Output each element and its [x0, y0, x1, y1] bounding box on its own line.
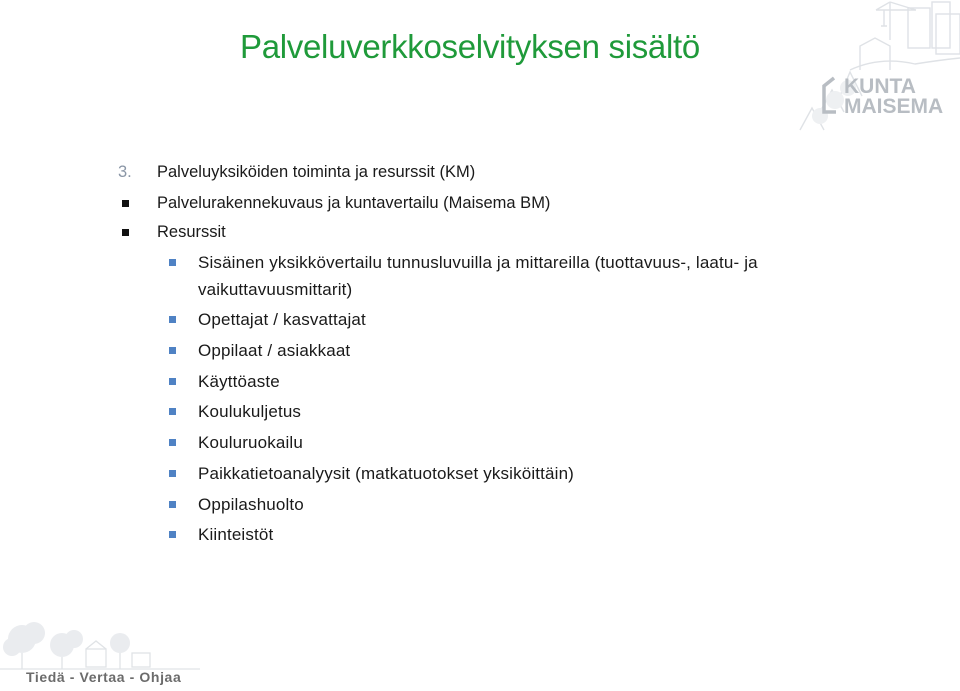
slide-footer [0, 667, 960, 691]
sub-bullet-square-icon [169, 378, 176, 385]
trees-decoration [0, 603, 200, 673]
sub-bullet-square-icon [169, 470, 176, 477]
outline-item-level2: Kiinteistöt [198, 525, 274, 544]
outline-item-level2: Oppilaat / asiakkaat [198, 341, 351, 360]
outline-item-level1: Resurssit [157, 223, 226, 241]
sub-bullet-square-icon [169, 501, 176, 508]
outline-item-level2: Opettajat / kasvattajat [198, 310, 366, 329]
outline-numbered-text: Palveluyksiköiden toiminta ja resurssit (KM) [157, 163, 476, 181]
logo-word-kunta: KUNTA [844, 75, 916, 98]
outline-item-level1: Palvelurakennekuvaus ja kuntavertailu (Maisema BM) [157, 194, 551, 212]
slide-title: Palveluverkkoselvityksen sisältö [240, 28, 700, 65]
bullet-square-icon [122, 200, 129, 207]
sub-bullet-square-icon [169, 439, 176, 446]
sub-bullet-square-icon [169, 259, 176, 266]
outline-number: 3. [118, 163, 132, 181]
outline-item-level2: Sisäinen yksikkövertailu tunnusluvuilla ja mittareilla (tuottavuus-, laatu- ja [198, 253, 758, 272]
kuntamaisema-logo [820, 74, 944, 120]
logo-bracket-icon [820, 76, 840, 116]
outline-item-level2: Paikkatietoanalyysit (matkatuotokset yksiköittäin) [198, 464, 574, 483]
outline-item-level2: Koulukuljetus [198, 402, 302, 421]
outline-item-level2: Käyttöaste [198, 372, 280, 391]
footer-tagline: Tiedä - Vertaa - Ohjaa [26, 669, 182, 685]
sub-bullet-square-icon [169, 408, 176, 415]
sub-bullet-square-icon [169, 531, 176, 538]
sub-bullet-square-icon [169, 316, 176, 323]
outline-item-level2: Oppilashuolto [198, 495, 304, 514]
outline-item-level2-continued: vaikuttavuusmittarit) [198, 280, 353, 299]
bullet-square-icon [122, 229, 129, 236]
sub-bullet-square-icon [169, 347, 176, 354]
logo-word-maisema: MAISEMA [844, 95, 944, 118]
outline-item-level2: Kouluruokailu [198, 433, 303, 452]
